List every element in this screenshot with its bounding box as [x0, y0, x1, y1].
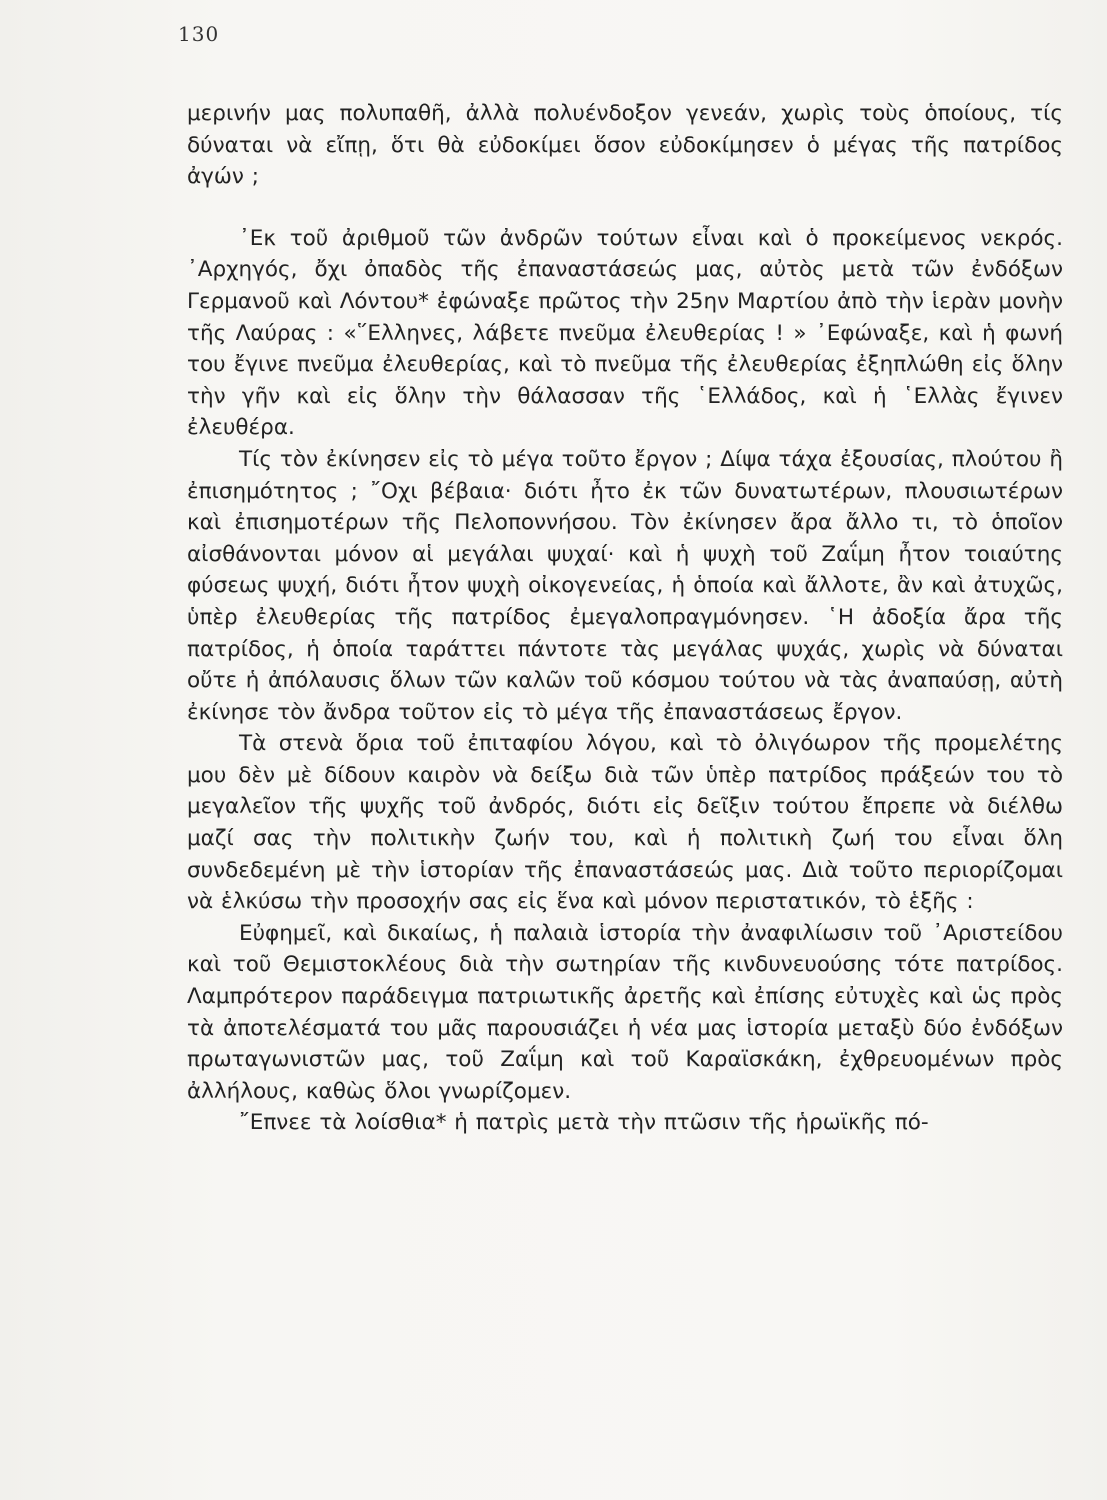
paragraph-continuation: μερινήν μας πολυπαθῆ, ἀλλὰ πολυένδοξον γενεάν, χωρὶς τοὺς ὁποίους, τίς δύναται νὰ εἴπῃ, ὅτι θὰ εὐδοκίμει ὅσον εὐδοκίμησεν ὁ μέγας τῆς πατρίδος ἀγών ;: [187, 101, 1063, 190]
paragraph-final-fragment: ῎Επνεε τὰ λοίσθια* ἡ πατρὶς μετὰ τὴν πτῶσιν τῆς ἡρωϊκῆς πό-: [239, 1110, 929, 1136]
paragraph-limits-of-speech: Τὰ στενὰ ὅρια τοῦ ἐπιταφίου λόγου, καὶ τὸ ὀλιγόωρον τῆς προμελέτης μου δὲν μὲ δίδουν καιρὸν νὰ δείξω διὰ τῶν ὑπὲρ πατρίδος πράξεών του τὸ μεγαλεῖον τῆς ψυχῆς τοῦ ἀνδρός, διότι εἰς δεῖξιν τούτου ἔπρεπε νὰ διέλθω μαζί σας τὴν πολιτικὴν ζωήν του, καὶ ἡ πολιτικὴ ζωή του εἶναι ὅλη συνδεδεμένη μὲ τὴν ἱστορίαν τῆς ἐπαναστάσεώς μας. Διὰ τοῦτο περιορίζομαι νὰ ἑλκύσω τὴν προσοχήν σας εἰς ἕνα καὶ μόνον περιστατικόν, τὸ ἑξῆς :: [187, 731, 1063, 915]
paragraph-reconciliation: Εὐφημεῖ, καὶ δικαίως, ἡ παλαιὰ ἱστορία τὴν ἀναφιλίωσιν τοῦ ᾿Αριστείδου καὶ τοῦ Θεμιστοκλέους διὰ τὴν σωτηρίαν τῆς κινδυνευούσης τότε πατρίδος. Λαμπρότερον παράδειγμα πατριωτικῆς ἀρετῆς καὶ ἐπίσης εὐτυχὲς καὶ ὡς πρὸς τὰ ἀποτελέσματά του μᾶς παρουσιάζει ἡ νέα μας ἱστορία μεταξὺ δύο ἐνδόξων πρωταγωνιστῶν μας, τοῦ Ζαΐμη καὶ τοῦ Καραϊσκάκη, ἐχθρευομένων πρὸς ἀλλήλους, καθὼς ὅλοι γνωρίζομεν.: [187, 920, 1063, 1104]
paragraph-motivation: Τίς τὸν ἐκίνησεν εἰς τὸ μέγα τοῦτο ἔργον ; Δίψα τάχα ἐξουσίας, πλούτου ἢ ἐπισημότητος ; ῎Οχι βέβαια· διότι ἦτο ἐκ τῶν δυνατωτέρων, πλουσιωτέρων καὶ ἐπισημοτέρων τῆς Πελοποννήσου. Τὸν ἐκίνησεν ἄρα ἄλλο τι, τὸ ὁποῖον αἰσθάνονται μόνον αἱ μεγάλαι ψυχαί· καὶ ἡ ψυχὴ τοῦ Ζαΐμη ἦτον τοιαύτης φύσεως ψυχή, διότι ἦτον ψυχὴ οἰκογενείας, ἡ ὁποία καὶ ἄλλοτε, ἂν καὶ ἀτυχῶς, ὑπὲρ ἐλευθερίας τῆς πατρίδος ἐμεγαλοπραγμόνησεν. ῾Η ἀδοξία ἄρα τῆς πατρίδος, ἡ ὁποία ταράττει πάντοτε τὰς μεγάλας ψυχάς, χωρὶς νὰ δύναται οὔτε ἡ ἀπόλαυσις ὅλων τῶν καλῶν τοῦ κόσμου τούτου νὰ τὰς ἀναπαύσῃ, αὐτὴ ἐκίνησε τὸν ἄνδρα τοῦτον εἰς τὸ μέγα τῆς ἐπαναστάσεως ἔργον.: [187, 446, 1063, 725]
page-number: 130: [178, 22, 220, 46]
body-text: [187, 98, 1063, 1139]
paragraph-number-of-men: ᾿Εκ τοῦ ἀριθμοῦ τῶν ἀνδρῶν τούτων εἶναι καὶ ὁ προκείμενος νεκρός. ᾿Αρχηγός, ὄχι ὀπαδὸς τῆς ἐπαναστάσεώς μας, αὐτὸς μετὰ τῶν ἐνδόξων Γερμανοῦ καὶ Λόντου* ἐφώναξε πρῶτος τὴν 25ην Μαρτίου ἀπὸ τὴν ἱερὰν μονὴν τῆς Λαύρας : «῞Ελληνες, λάβετε πνεῦμα ἐλευθερίας ! » ᾿Εφώναξε, καὶ ἡ φωνή του ἔγινε πνεῦμα ἐλευθερίας, καὶ τὸ πνεῦμα τῆς ἐλευθερίας ἐξηπλώθη εἰς ὅλην τὴν γῆν καὶ εἰς ὅλην τὴν θάλασσαν τῆς ῾Ελλάδος, καὶ ἡ ῾Ελλὰς ἔγινεν ἐλευθέρα.: [187, 225, 1063, 441]
